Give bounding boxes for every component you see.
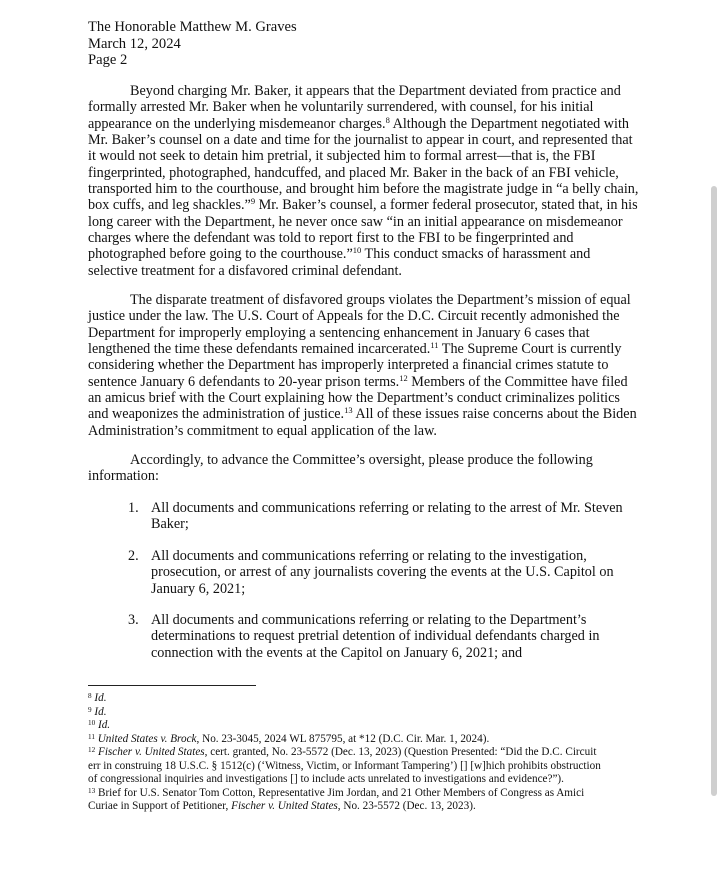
vertical-scrollbar[interactable]	[711, 186, 717, 796]
footnote-divider	[88, 685, 256, 686]
document-page: The Honorable Matthew M. Graves March 12, 2024 Page 2 Beyond charging Mr. Baker, it appears that the Department deviated from practice and formally arrested Mr. Baker when he voluntarily surrendered, with counsel, for his initial appearance on the underlying misdemeanor charges.$^8$ Although the Department negotiated with Mr. Baker’s counsel on a date and time for the journalist to appear in court, and represented that it would not seek to detain him pretrial, it subjected him to formal arrest—that is, the FBI fingerprinted, photographed, handcuffed, and placed Mr. Baker in the back of an FBI vehicle, transported him to the courthouse, and brought him before the magistrate judge in “a belly chain, box cuffs, and leg shackles.”$^9$ Mr. Baker’s counsel, a former federal prosecutor, stated that, in his long career with the Department, he never once saw “in an initial appearance on misdemeanor charges where the defendant was told to report first to the FBI to be fingerprinted and photographed before going to the courthouse.”$^{10}$ This conduct smacks of harassment and selective treatment for a disfavored criminal defendant. The disparate treatment of disfavored groups violates the Department’s mission of equal justice under the law. The U.S. Court of Appeals for the D.C. Circuit recently admonished the Department for improperly employing a sentencing enhancement in January 6 cases that lengthened the time these defendants remained incarcerated.$^{11}$ The Supreme Court is currently considering whether the Department has improperly interpreted a financial crimes statute to sentence January 6 defendants to 20-year prison terms.$^{12}$ Members of the Committee have filed an amicus brief with the Court explaining how the Department’s conduct criminalizes politics and weaponizes the administration of justice.$^{13}$ All of these issues raise concerns about the Biden Administration’s commitment to equal application of the law. Accordingly, to advance the Committee’s oversight, please produce the following information: 1. All documents and communications referring or relating to the arrest of Mr. Steven Baker; 2. All documents and communications referring or relating to the investigation, prosecution, or arrest of any journalists covering the events at the U.S. Capitol on January 6, 2021; 3. All documents and communications referring or relating to the Department’s determinations to request pretrial detention of individual defendants charged in connection with the events at the Capitol on January 6, 2021; and $^8$ Id. $^9$ Id. $^{10}$ Id. $^{11}$ United States v. Brock, No. 23-3045, 2024 WL 875795, at *12 (D.C. Cir. Mar. 1, 2024). $^{12}$ Fischer v. United States, cert. granted, No. 23-5572 (Dec. 13, 2023) (Question Presented: “Did the D.C. Circuit err in construing 18 U.S.C. § 1512(c) (‘Witness, Victim, or Informant Tampering’) [] [w]hich prohibits obstruction of congressional inquiries and investigations [] to include acts unrelated to investigations and evidence?”). $^{13}$ Brief for U.S. Senator Tom Cotton, Representative Jim Jordan, and 21 Other Members of Congress as Amici Curiae in Support of Petitioner, Fischer v. United States, No. 23-5572 (Dec. 13, 2023).	[0, 0, 720, 884]
footnote-13: $^{13}$ Brief for U.S. Senator Tom Cotton, Representative Jim Jordan, and 21 Other Members of Congress as Amici	[88, 786, 585, 799]
footnote-ref-11: 11	[430, 340, 439, 351]
footnote-ref-8: 8	[385, 114, 390, 125]
recipient-line: The Honorable Matthew M. Graves	[88, 19, 297, 35]
footnotes: $^8$ Id. $^9$ Id. $^{10}$ Id. $^{11}$ United States v. Brock, No. 23-3045, 2024 WL 875795, at *12 (D.C. Cir. Mar. 1, 2024). $^{12}$ Fischer v. United States, cert. granted, No. 23-5572 (Dec. 13, 2023) (Question Presented: “Did the D.C. Circuit err in construing 18 U.S.C. § 1512(c) (‘Witness, Victim, or Informant Tampering’) [] [w]hich prohibits obstruction of congressional inquiries and investigations [] to include acts unrelated to investigations and evidence?”). $^{13}$ Brief for U.S. Senator Tom Cotton, Representative Jim Jordan, and 21 Other Members of Congress as Amici Curiae in Support of Petitioner, Fischer v. United States, No. 23-5572 (Dec. 13, 2023).	[88, 692, 648, 814]
paragraph-disparate-treatment: The disparate treatment of disfavored groups violates the Department’s mission of equal justice under the law. The U.S. Court of Appeals for the D.C. Circuit recently admonished the Department for improperly employing a sentencing enhancement in January 6 cases that lengthened the time these defendants remained incarcerated.$^{11}$ The Supreme Court is currently considering whether the Department has improperly interpreted a financial crimes statute to sentence January 6 defendants to 20-year prison terms.$^{12}$ Members of the Committee have filed an amicus brief with the Court explaining how the Department’s conduct criminalizes politics and weaponizes the administration of justice.$^{13}$ All of these issues raise concerns about the Biden Administration’s commitment to equal application of the law.	[88, 292, 637, 439]
footnote-10: $^{10}$ Id.	[88, 719, 111, 731]
footnote-9: $^9$ Id.	[88, 705, 107, 718]
footnote-12: $^{12}$ Fischer v. United States, cert. granted, No. 23-5572 (Dec. 13, 2023) (Question Presented: “Did the D.C. Circuit	[88, 746, 597, 758]
footnote-ref-12: 12	[399, 372, 408, 383]
page-number: Page 2	[88, 52, 128, 68]
list-item-number: 2.	[128, 548, 139, 564]
list-item-number: 3.	[128, 612, 139, 628]
list-item-number: 1.	[128, 500, 139, 516]
footnote-8: $^8$ Id.	[88, 692, 107, 704]
footnote-ref-9: 9	[250, 196, 256, 207]
footnote-ref-10: 10	[352, 245, 362, 256]
date-line: March 12, 2024	[88, 35, 181, 52]
paragraph-request-intro: Accordingly, to advance the Committee’s oversight, please produce the following information:	[88, 452, 593, 485]
footnote-ref-13: 13	[344, 405, 353, 416]
paragraph-baker-arrest: Beyond charging Mr. Baker, it appears that the Department deviated from practice and formally arrested Mr. Baker when he voluntarily surrendered, with counsel, for his initial appearance on the underlying misdemeanor charges.$^8$ Although the Department negotiated with Mr. Baker’s counsel on a date and time for the journalist to appear in court, and represented that it would not seek to detain him pretrial, it subjected him to formal arrest—that is, the FBI fingerprinted, photographed, handcuffed, and placed Mr. Baker in the back of an FBI vehicle, transported him to the courthouse, and brought him before the magistrate judge in “a belly chain, box cuffs, and leg shackles.”$^9$ Mr. Baker’s counsel, a former federal prosecutor, stated that, in his long career with the Department, he never once saw “in an initial appearance on misdemeanor charges where the defendant was told to report first to the FBI to be fingerprinted and photographed before going to the courthouse.”$^{10}$ This conduct smacks of harassment and selective treatment for a disfavored criminal defendant.	[88, 83, 639, 279]
footnote-11: $^{11}$ United States v. Brock, No. 23-3045, 2024 WL 875795, at *12 (D.C. Cir. Mar. 1, 2024).	[88, 732, 490, 745]
letter-header	[88, 19, 297, 69]
